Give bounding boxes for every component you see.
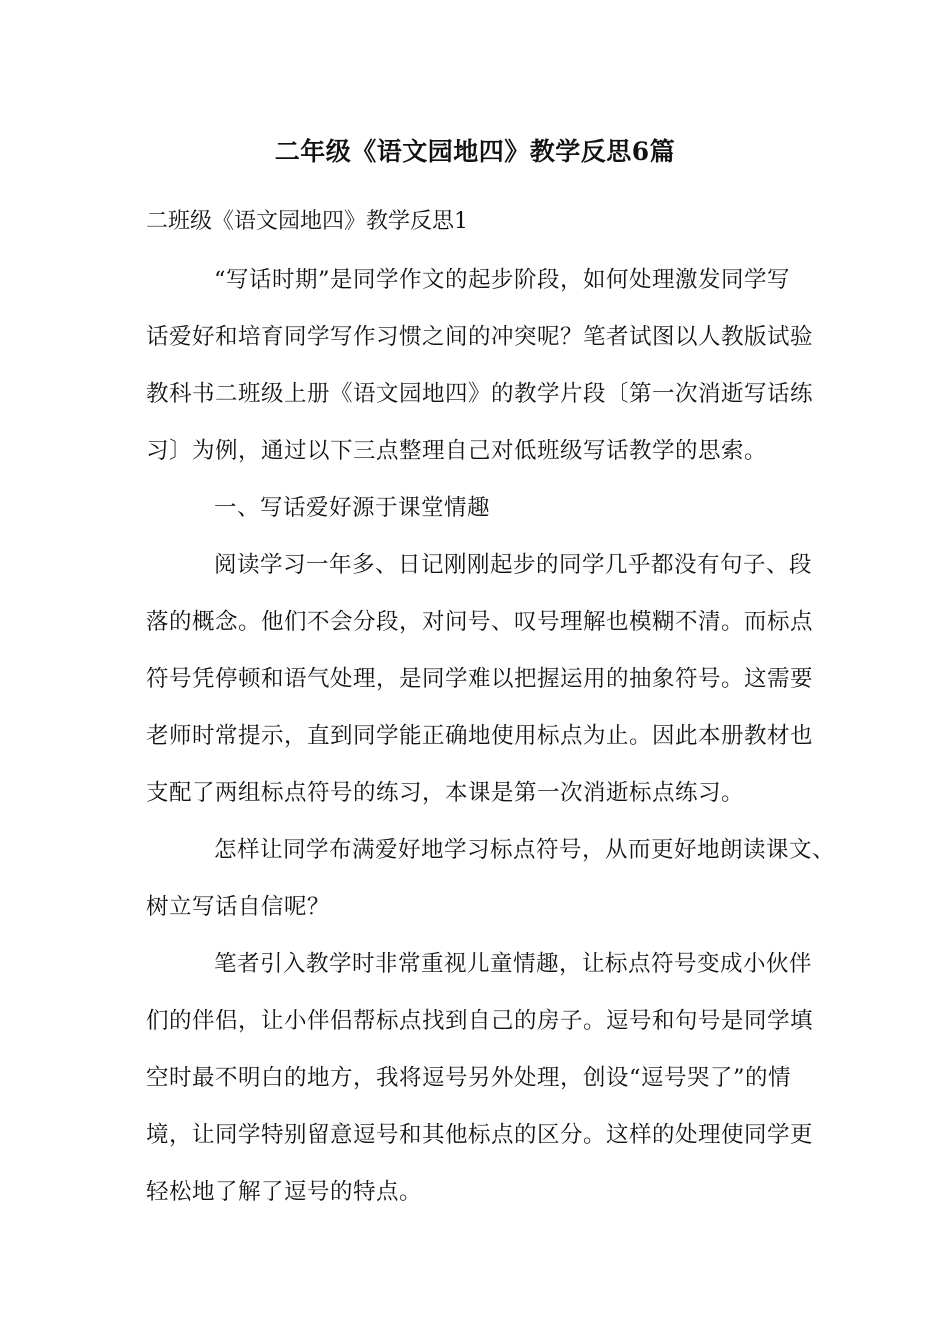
paragraph-line: 阅读学习一年多、日记刚刚起步的同学几乎都没有句子、段	[214, 552, 813, 578]
paragraph-line: 习〕为例，通过以下三点整理自己对低班级写话教学的思索。	[146, 438, 768, 464]
paragraph-line: 树立写话自信呢？	[146, 894, 331, 920]
paragraph-line: 境，让同学特别留意逗号和其他标点的区分。这样的处理使同学更	[146, 1122, 814, 1148]
paragraph-line: 怎样让同学布满爱好地学习标点符号，从而更好地朗读课文、	[214, 837, 836, 863]
paragraph-line: 老师时常提示，直到同学能正确地使用标点为止。因此本册教材也	[146, 723, 814, 749]
document-title: 二年级《语文园地四》教学反思6篇	[274, 137, 676, 166]
section-subtitle: 二班级《语文园地四》教学反思1	[146, 209, 468, 234]
paragraph-line: 符号凭停顿和语气处理，是同学难以把握运用的抽象符号。这需要	[146, 666, 814, 692]
paragraph-line: 轻松地了解了逗号的特点。	[146, 1179, 423, 1205]
paragraph-line: 们的伴侣，让小伴侣帮标点找到自己的房子。逗号和句号是同学填	[146, 1008, 814, 1034]
section-heading: 一、写话爱好源于课堂情趣	[214, 495, 491, 521]
paragraph-line: 笔者引入教学时非常重视儿童情趣，让标点符号变成小伙伴	[214, 951, 813, 977]
paragraph-line: “写话时期”是同学作文的起步阶段，如何处理激发同学写	[214, 267, 791, 293]
paragraph-line: 教科书二班级上册《语文园地四》的教学片段〔第一次消逝写话练	[146, 381, 814, 407]
paragraph-line: 支配了两组标点符号的练习，本课是第一次消逝标点练习。	[146, 780, 745, 806]
paragraph-line: 空时最不明白的地方，我将逗号另外处理，创设“逗号哭了”的情	[146, 1065, 792, 1091]
paragraph-line: 落的概念。他们不会分段，对问号、叹号理解也模糊不清。而标点	[146, 609, 814, 635]
paragraph-line: 话爱好和培育同学写作习惯之间的冲突呢？笔者试图以人教版试验	[146, 324, 814, 350]
